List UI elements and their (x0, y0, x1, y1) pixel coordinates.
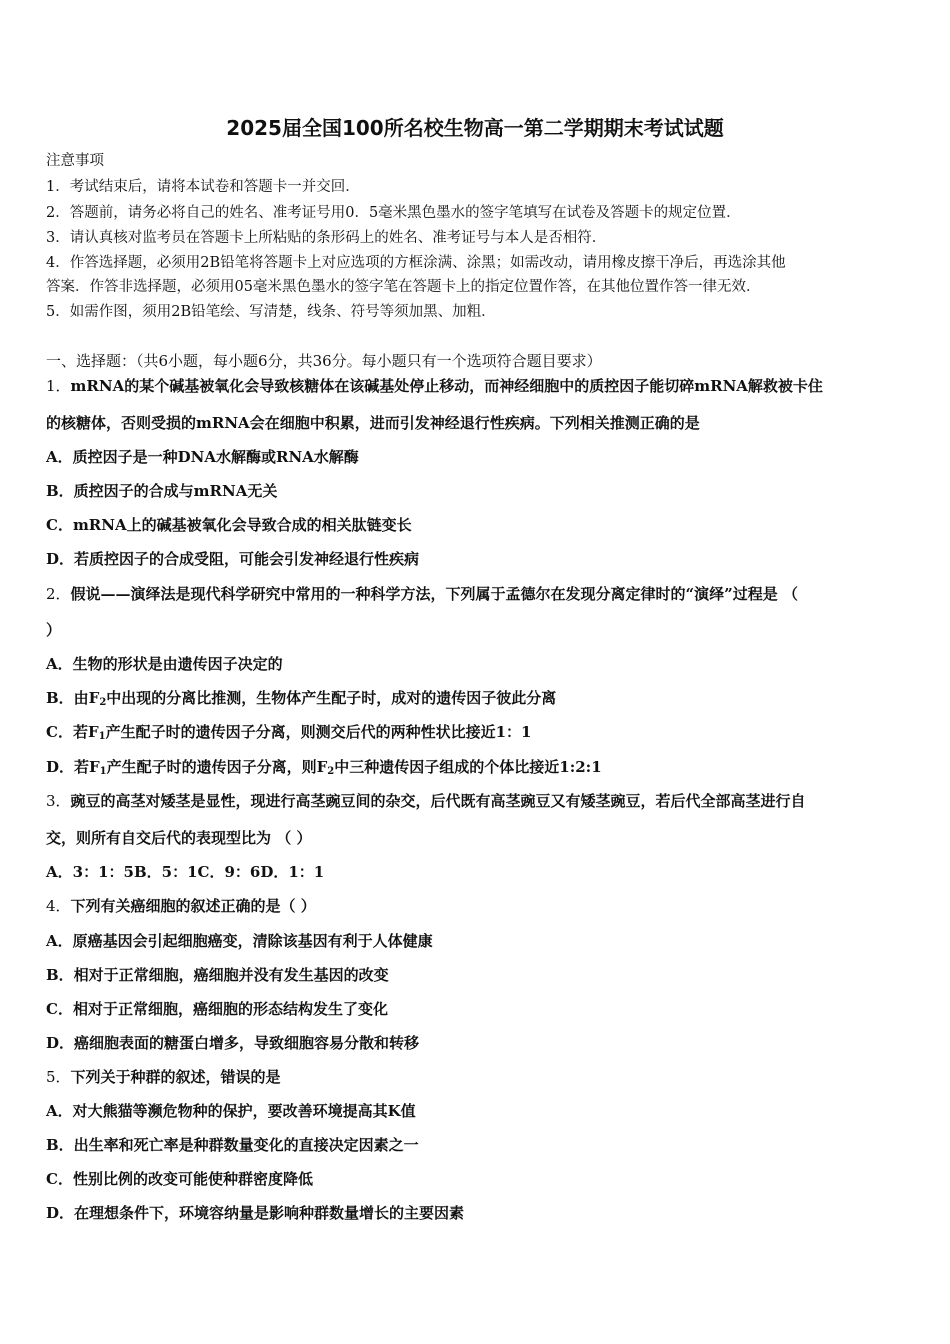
question-5 (46, 1067, 916, 1087)
q2-option-b (46, 688, 916, 713)
question-number: 4． (46, 897, 71, 915)
q1-option-c: C．mRNA上的碱基被氧化会导致合成的相关肽链变长 (46, 516, 412, 534)
question-4 (46, 896, 916, 916)
option-text: 中三种遗传因子组成的个体比接近1:2:1 (334, 758, 602, 776)
q5-option-a: A．对大熊猫等濒危物种的保护，要改善环境提高其K值 (46, 1102, 416, 1120)
notice-heading: 注意事项 (46, 153, 104, 169)
section-heading: 一、选择题：（共6小题，每小题6分，共36分。每小题只有一个选项符合题目要求） (46, 352, 602, 370)
question-3 (46, 791, 916, 811)
question-text: 下列关于种群的叙述，错误的是 (70, 1068, 281, 1086)
question-number: 3． (46, 792, 71, 810)
q5-option-c: C．性别比例的改变可能使种群密度降低 (46, 1170, 313, 1188)
question-number: 5． (46, 1068, 71, 1086)
notice-item-1: 1．考试结束后，请将本试卷和答题卡一并交回． (46, 179, 360, 195)
subscript: 2 (99, 697, 107, 708)
notice-item-4-cont: 答案．作答非选择题，必须用05毫米黑色墨水的签字笔在答题卡上的指定位置作答，在其他位置作答一律无效． (46, 279, 761, 295)
question-number: 2． (46, 585, 71, 603)
q2-option-c (46, 722, 916, 747)
option-text: C．若F (46, 723, 99, 741)
question-text: 豌豆的高茎对矮茎是显性，现进行高茎豌豆间的杂交，后代既有高茎豌豆又有矮茎豌豆，若后代全部高茎进行自 (70, 792, 806, 810)
notice-item-4: 4．作答选择题，必须用2B铅笔将答题卡上对应选项的方框涂满、涂黑；如需改动，请用橡皮擦干净后，再选涂其他 (46, 255, 786, 271)
question-3-cont: 交，则所有自交后代的表现型比为 （ ） (46, 829, 312, 847)
q3-options: A．3：1：5B．5：1C．9：6D．1：1 (46, 863, 325, 881)
subscript: 2 (327, 766, 335, 777)
q4-option-d: D．癌细胞表面的糖蛋白增多，导致细胞容易分散和转移 (46, 1034, 420, 1052)
subscript: 1 (98, 731, 106, 742)
exam-title: 2025届全国100所名校生物高一第二学期期末考试试题 (226, 116, 724, 140)
q1-option-d: D．若质控因子的合成受阻，可能会引发神经退行性疾病 (46, 550, 420, 568)
option-text: 产生配子时的遗传因子分离，则F (106, 758, 328, 776)
notice-item-2: 2．答题前，请务必将自己的姓名、准考证号用0．5毫米黑色墨水的签字笔填写在试卷及答题卡的规定位置． (46, 205, 741, 221)
subscript: 1 (99, 766, 107, 777)
notice-item-5: 5．如需作图，须用2B铅笔绘、写清楚，线条、符号等须加黑、加粗． (46, 304, 496, 320)
question-2 (46, 584, 916, 604)
q4-option-a: A．原癌基因会引起细胞癌变，清除该基因有利于人体健康 (46, 932, 433, 950)
q4-option-b: B．相对于正常细胞，癌细胞并没有发生基因的改变 (46, 966, 389, 984)
question-text: 假说——演绎法是现代科学研究中常用的一种科学方法，下列属于孟德尔在发现分离定律时的“演绎”过程是 （ (70, 585, 799, 603)
question-text: 下列有关癌细胞的叙述正确的是（ ） (70, 897, 316, 915)
q5-option-d: D．在理想条件下，环境容纳量是影响种群数量增长的主要因素 (46, 1204, 465, 1222)
question-text: mRNA的某个碱基被氧化会导致核糖体在该碱基处停止移动，而神经细胞中的质控因子能切碎mRNA解救被卡住 (70, 377, 823, 395)
option-text: B．由F (46, 689, 100, 707)
question-1 (46, 376, 916, 396)
q2-option-d (46, 757, 916, 782)
question-2-cont: ） (46, 621, 62, 639)
option-text: 产生配子时的遗传因子分离，则测交后代的两种性状比接近1：1 (105, 723, 532, 741)
option-text: 中出现的分离比推测，生物体产生配子时，成对的遗传因子彼此分离 (106, 689, 557, 707)
q1-option-b: B．质控因子的合成与mRNA无关 (46, 482, 278, 500)
question-1-cont: 的核糖体，否则受损的mRNA会在细胞中积累，进而引发神经退行性疾病。下列相关推测正确的是 (46, 414, 700, 432)
question-number: 1． (46, 377, 71, 395)
q4-option-c: C．相对于正常细胞，癌细胞的形态结构发生了变化 (46, 1000, 388, 1018)
q2-option-a: A．生物的形状是由遗传因子决定的 (46, 655, 283, 673)
notice-item-3: 3．请认真核对监考员在答题卡上所粘贴的条形码上的姓名、准考证号与本人是否相符． (46, 230, 607, 246)
option-text: D．若F (46, 758, 100, 776)
q1-option-a: A．质控因子是一种DNA水解酶或RNA水解酶 (46, 448, 359, 466)
q5-option-b: B．出生率和死亡率是种群数量变化的直接决定因素之一 (46, 1136, 419, 1154)
